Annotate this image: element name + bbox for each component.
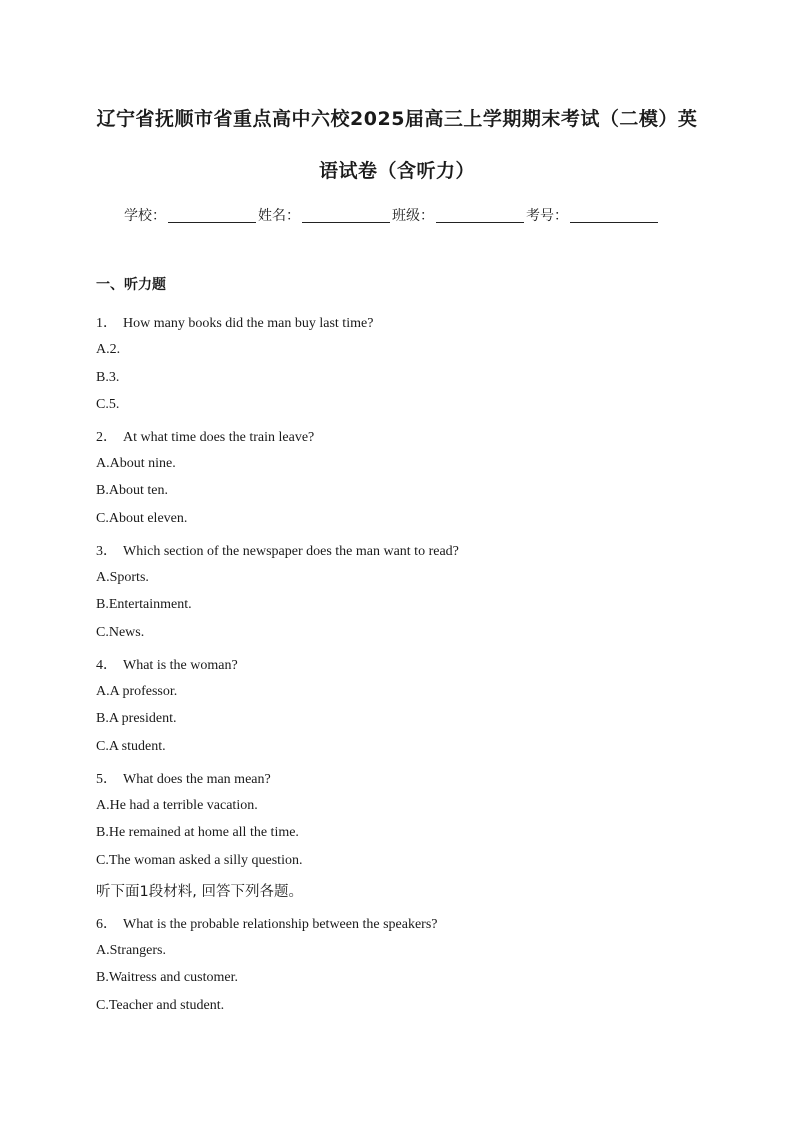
question-text: Which section of the newspaper does the man want to read? [123,544,459,559]
student-info-row [124,205,660,225]
option-3a[interactable]: A.Sports. [96,570,149,585]
option-3b[interactable]: B.Entertainment. [96,597,192,612]
section-title: 一、听力题 [96,277,166,293]
option-6b[interactable]: B.Waitress and customer. [96,970,238,985]
question-text: What is the probable relationship between the speakers? [123,917,438,932]
exam-title-line-1: 辽宁省抚顺市省重点高中六校2025届高三上学期期末考试（二模）英 [96,108,698,130]
school-blank[interactable] [168,206,256,223]
option-1c[interactable]: C.5. [96,397,120,412]
option-4a[interactable]: A.A professor. [96,684,178,699]
option-6a[interactable]: A.Strangers. [96,943,166,958]
option-1a[interactable]: A.2. [96,342,121,357]
option-4c[interactable]: C.A student. [96,739,166,754]
option-2c[interactable]: C.About eleven. [96,511,188,526]
question-4 [96,654,238,674]
question-text: How many books did the man buy last time? [123,316,374,331]
option-2b[interactable]: B.About ten. [96,483,168,498]
class-label: 班级： [392,208,434,224]
option-6c[interactable]: C.Teacher and student. [96,998,225,1013]
exam-title-line-2: 语试卷（含听力） [318,160,475,182]
question-number: 1． [96,316,117,331]
question-5 [96,768,271,788]
option-5a[interactable]: A.He had a terrible vacation. [96,798,258,813]
question-number: 3． [96,544,117,559]
option-3c[interactable]: C.News. [96,625,145,640]
question-6 [96,913,438,933]
question-text: What is the woman? [123,658,238,673]
school-label: 学校： [124,208,166,224]
option-5b[interactable]: B.He remained at home all the time. [96,825,299,840]
exam-number-blank[interactable] [570,206,658,223]
name-blank[interactable] [302,206,390,223]
question-text: At what time does the train leave? [123,430,315,445]
option-1b[interactable]: B.3. [96,370,120,385]
question-text: What does the man mean? [123,772,271,787]
option-2a[interactable]: A.About nine. [96,456,176,471]
question-1 [96,312,373,332]
question-number: 5． [96,772,117,787]
name-label: 姓名： [258,208,300,224]
question-2 [96,426,314,446]
exam-number-label: 考号： [526,208,568,224]
question-number: 4． [96,658,117,673]
question-number: 2． [96,430,117,445]
question-number: 6． [96,917,117,932]
option-5c[interactable]: C.The woman asked a silly question. [96,853,303,868]
question-3 [96,540,459,560]
listening-instruction: 听下面1段材料, 回答下列各题。 [96,884,303,900]
option-4b[interactable]: B.A president. [96,711,177,726]
class-blank[interactable] [436,206,524,223]
